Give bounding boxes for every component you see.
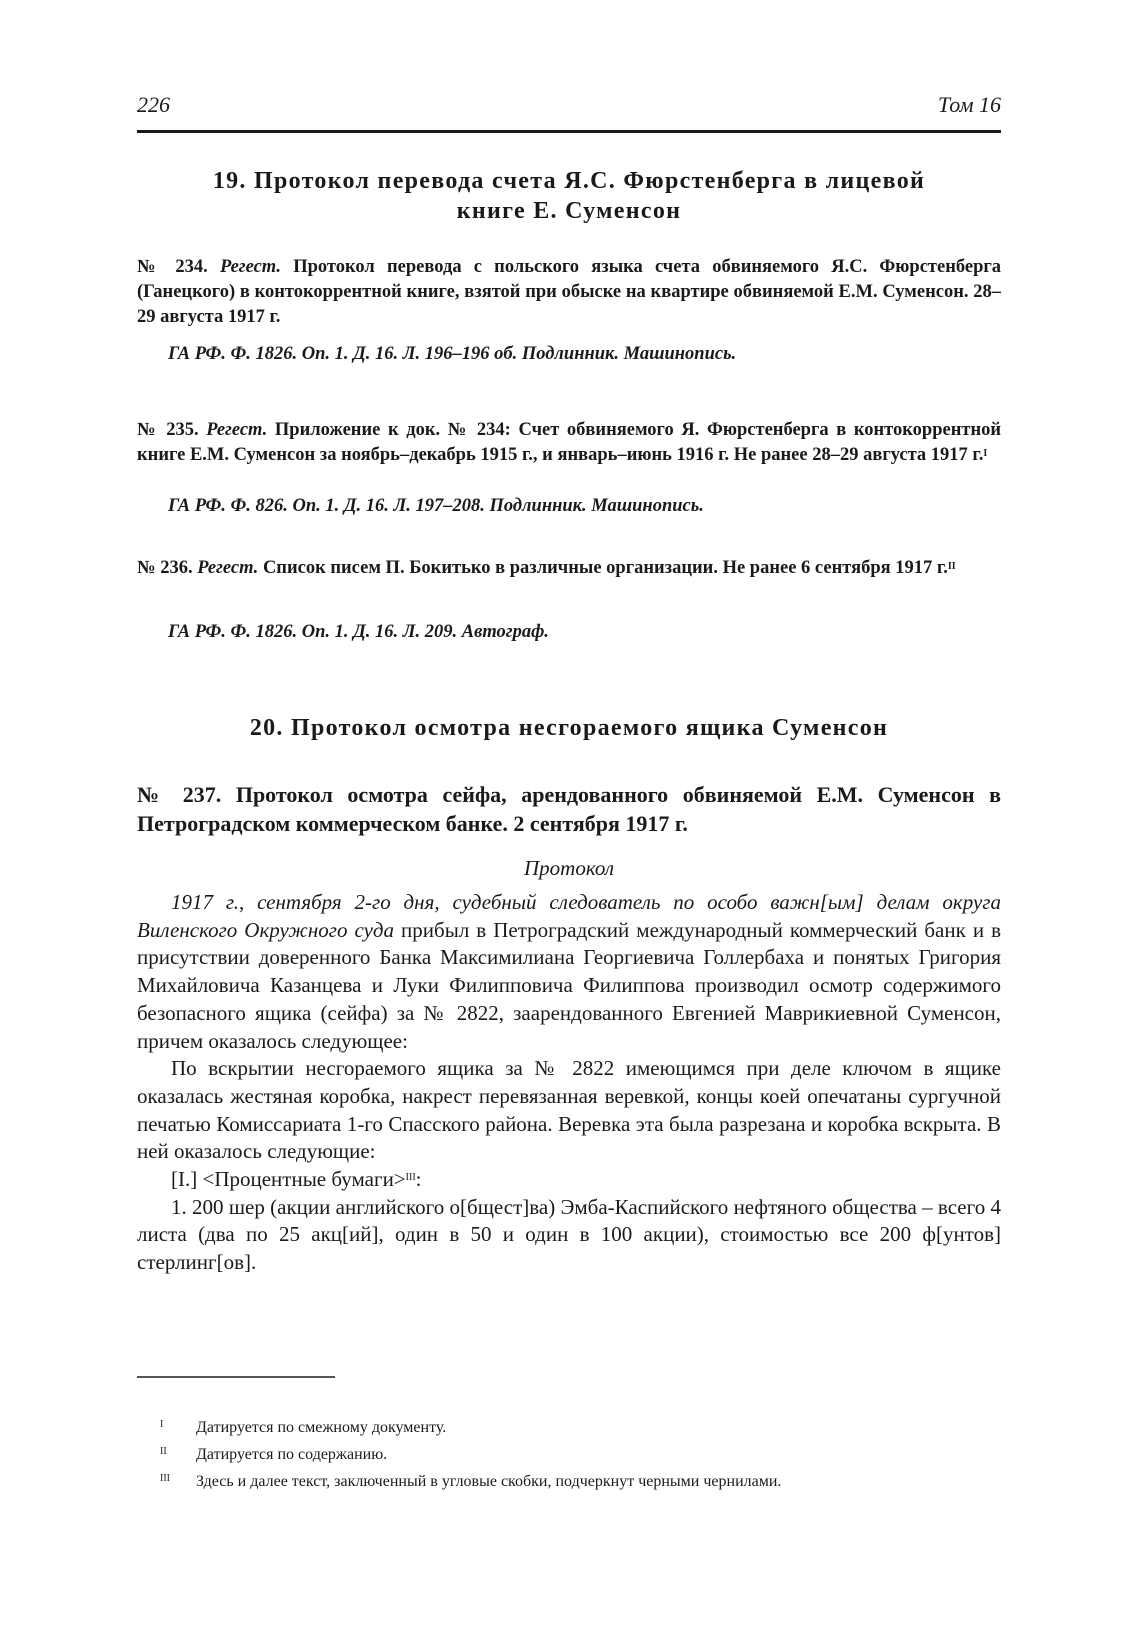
paragraph-3-text: [I.] <Процентные бумаги> <box>171 1167 406 1192</box>
section-20-title: 20. Протокол осмотра несгораемого ящика Суменсон <box>249 715 889 741</box>
paragraph-1-italic: 1917 г., сентября 2-го дня, судебный следователь по особо важн[ым] делам округа Виленского Окружного суда <box>137 890 1001 942</box>
paragraph-3 <box>137 1166 1001 1194</box>
archive-ref-236: ГА РФ. Ф. 1826. Оп. 1. Д. 16. Л. 209. Автограф. <box>168 622 549 642</box>
entry-number: № 234. <box>137 257 208 277</box>
footnote-3 <box>160 1468 1010 1495</box>
footnote-text: Здесь и далее текст, заключенный в угловые скобки, подчеркнут черными чернилами. <box>196 1473 782 1490</box>
page-number: 226 <box>137 92 170 117</box>
document-237-title: № 237. Протокол осмотра сейфа, арендованного обвиняемой Е.М. Суменсон в Петроградском коммерческом банке. 2 сентября 1917 г. <box>137 782 1001 836</box>
paragraph-4: 1. 200 шер (акции английского о[бщест]ва) Эмба-Каспийского нефтяного общества – всего 4 листа (два по 25 акц[ий], один в 50 и один в 100 акции), стоимостью все 200 ф[унтов] стерлинг[ов]. <box>137 1194 1001 1275</box>
archive-ref-234: ГА РФ. Ф. 1826. Оп. 1. Д. 16. Л. 196–196 об. Подлинник. Машинопись. <box>168 344 737 364</box>
paragraph-3-tail: : <box>415 1167 422 1192</box>
footnote-mark: III <box>160 1473 170 1484</box>
footnote-ref[interactable]: II <box>947 561 956 572</box>
entry-label: Регест. <box>206 420 268 440</box>
paragraph-1-text: прибыл в Петроградский международный коммерческий банк и в присутствии доверенного Банка Максимилиана Георгиевича Голлербаха и понятых Григория Михайловича Казанцева и Луки Филипповича Филиппова производил осмотр содержимого безопасного ящика (сейфа) за № 2822, заарендованного Евгенией Маврикиевной Суменсон, причем оказалось следующее: <box>137 917 1001 1053</box>
footnote-rule <box>137 1376 335 1378</box>
footnote-ref[interactable]: I <box>983 448 988 459</box>
paragraph-1 <box>137 889 1001 1055</box>
section-19-title <box>137 166 1001 226</box>
document-body <box>137 889 1001 1277</box>
section-19-title-line2: книге Е. Суменсон <box>456 198 682 224</box>
footnotes <box>160 1414 1010 1495</box>
footnote-2 <box>160 1441 1010 1468</box>
section-19-title-line1: 19. Протокол перевода счета Я.С. Фюрстенберга в лицевой <box>212 168 926 194</box>
footnote-text: Датируется по содержанию. <box>196 1446 388 1463</box>
entry-label: Регест. <box>197 558 259 578</box>
entry-number: № 235. <box>137 420 199 440</box>
header-rule <box>137 130 1001 133</box>
entry-label: Регест. <box>219 257 282 277</box>
entry-text: Список писем П. Бокитько в различные организации. Не ранее 6 сентября 1917 г. <box>262 558 948 578</box>
regest-235 <box>137 418 1001 468</box>
regest-234 <box>137 255 1001 330</box>
volume-label: Том 16 <box>937 92 1001 117</box>
entry-text: Приложение к док. № 234: Счет обвиняемого Я. Фюрстенберга в контокоррентной книге Е.М. Суменсон за ноябрь–декабрь 1915 г., и январь–июнь 1916 г. Не ранее 28–29 августа 1917 г. <box>137 420 1002 465</box>
footnote-text: Датируется по смежному документу. <box>196 1419 447 1436</box>
entry-number: № 236. <box>137 558 193 578</box>
footnote-mark: II <box>160 1446 167 1457</box>
archive-ref-235: ГА РФ. Ф. 826. Оп. 1. Д. 16. Л. 197–208. Подлинник. Машинопись. <box>168 496 704 516</box>
entry-text: Протокол перевода с польского языка счета обвиняемого Я.С. Фюрстенберга (Ганецкого) в контокоррентной книге, взятой при обыске на квартире обвиняемой Е.М. Суменсон. 28–29 августа 1917 г. <box>137 257 1002 327</box>
footnote-ref[interactable]: III <box>405 1172 416 1184</box>
regest-236 <box>137 556 1001 581</box>
footnote-mark: I <box>160 1419 164 1430</box>
document-heading: Протокол <box>524 856 614 880</box>
footnote-1 <box>160 1414 1010 1441</box>
running-head <box>137 88 1001 122</box>
paragraph-2: По вскрытии несгораемого ящика за № 2822 имеющимся при деле ключом в ящике оказалась жестяная коробка, накрест перевязанная веревкой, концы коей опечатаны сургучной печатью Комиссариата 1-го Спасского района. Веревка эта была разрезана и коробка вскрыта. В ней оказалось следующие: <box>137 1056 1001 1164</box>
